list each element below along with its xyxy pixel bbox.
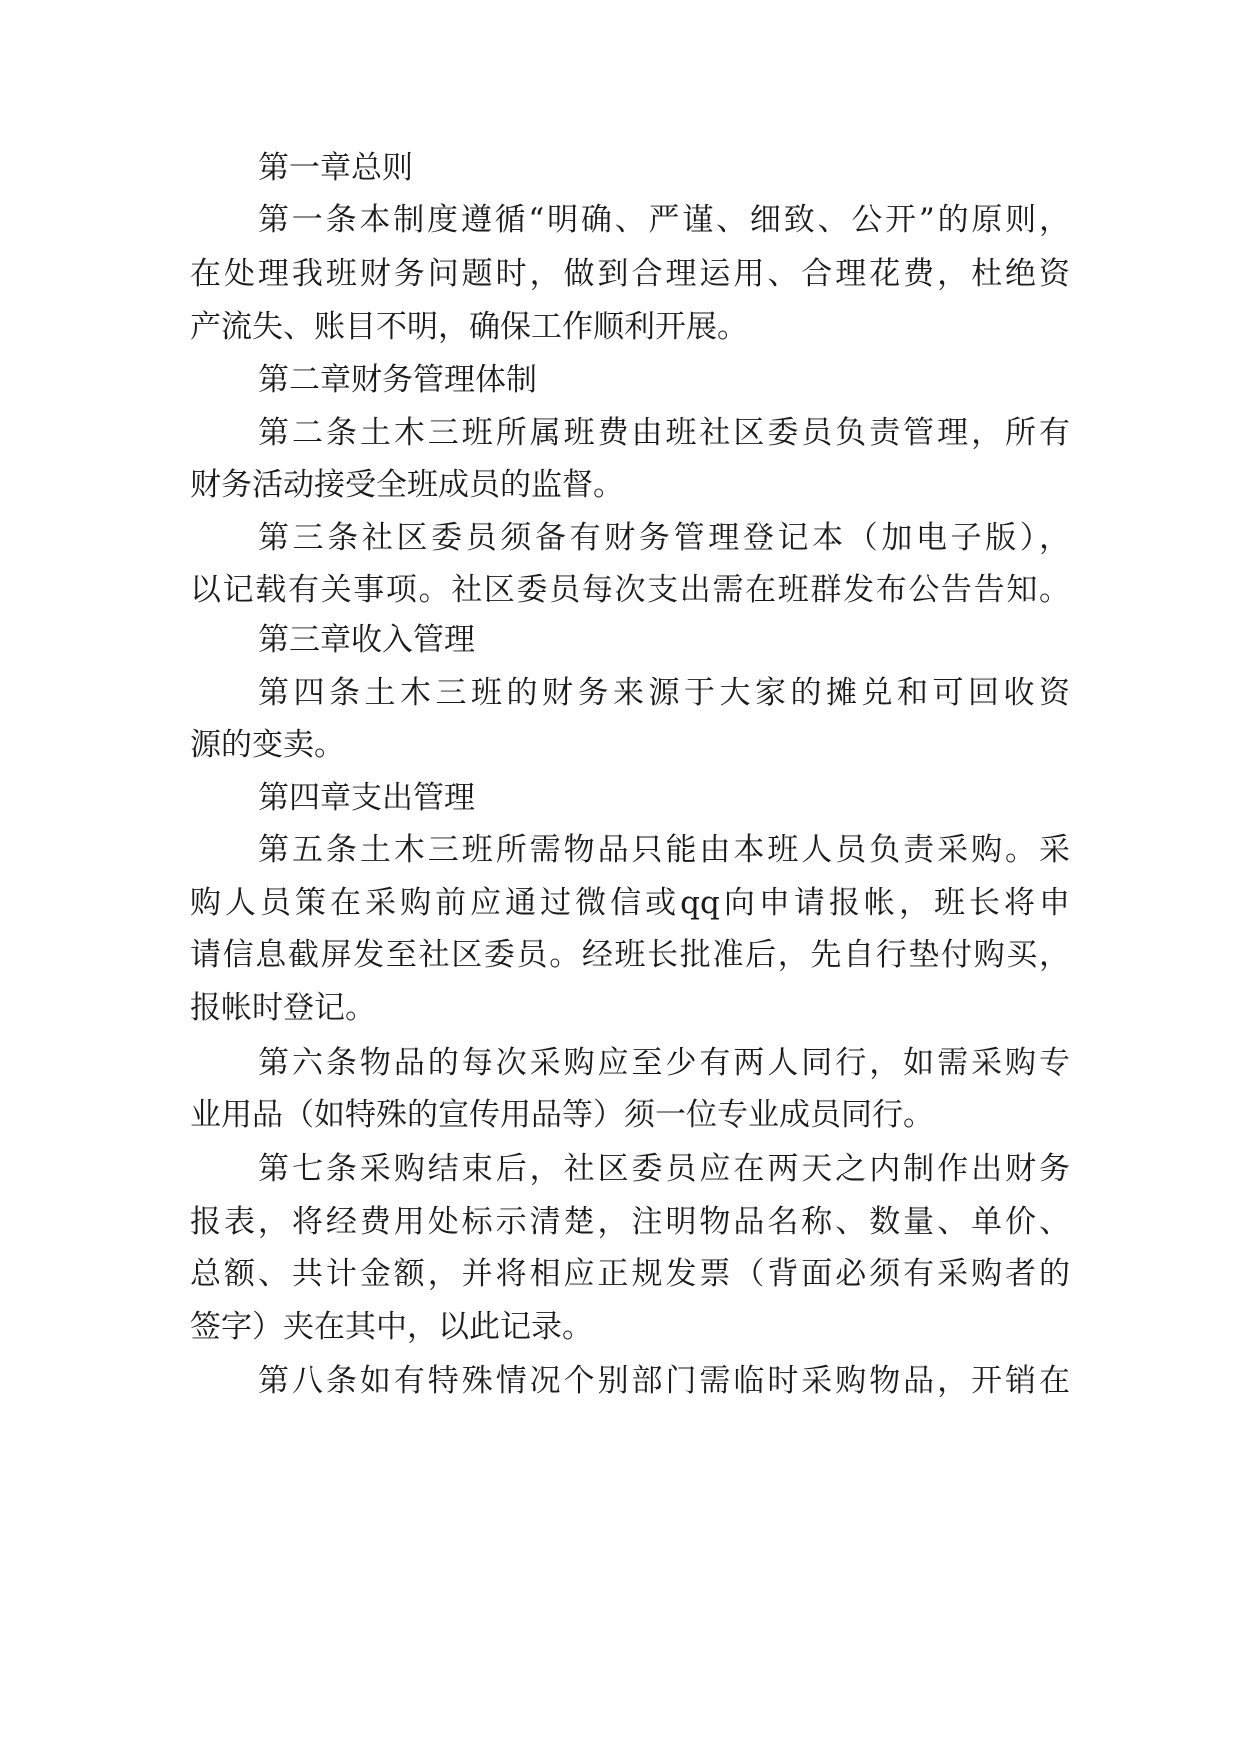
article-7-line-1: 第七条采购结束后，社区委员应在两天之内制作出财务 <box>258 1151 1070 1187</box>
chapter-1-heading: 第一章总则 <box>258 150 413 186</box>
article-5-line-1: 第五条土木三班所需物品只能由本班人员负责采购。采 <box>258 832 1070 868</box>
chapter-3-heading: 第三章收入管理 <box>258 622 475 658</box>
article-2-line-2: 财务活动接受全班成员的监督。 <box>190 467 624 503</box>
article-1-line-1: 第一条本制度遵循“明确、严谨、细致、公开”的原则， <box>258 202 1070 238</box>
article-5-line-2: 购人员策在采购前应通过微信或qq向申请报帐，班长将申 <box>190 885 1070 921</box>
article-1-line-2: 在处理我班财务问题时，做到合理运用、合理花费，杜绝资 <box>190 256 1070 292</box>
article-4-line-1: 第四条土木三班的财务来源于大家的摊兑和可回收资 <box>258 675 1070 711</box>
chapter-2-heading: 第二章财务管理体制 <box>258 362 537 398</box>
article-6-line-1: 第六条物品的每次采购应至少有两人同行，如需采购专 <box>258 1045 1070 1081</box>
article-4-line-2: 源的变卖。 <box>190 727 345 763</box>
article-3-line-2: 以记载有关事项。社区委员每次支出需在班群发布公告告知。 <box>190 572 1070 608</box>
article-7-line-2: 报表，将经费用处标示清楚，注明物品名称、数量、单价、 <box>190 1204 1070 1240</box>
article-7-line-4: 签字）夹在其中，以此记录。 <box>190 1309 593 1345</box>
chapter-4-heading: 第四章支出管理 <box>258 780 475 816</box>
article-2-line-1: 第二条土木三班所属班费由班社区委员负责管理，所有 <box>258 415 1070 451</box>
article-8-line-1: 第八条如有特殊情况个别部门需临时采购物品，开销在 <box>258 1363 1070 1399</box>
article-3-line-1: 第三条社区委员须备有财务管理登记本（加电子版）， <box>258 520 1070 556</box>
article-5-line-3: 请信息截屏发至社区委员。经班长批准后，先自行垫付购买， <box>190 937 1070 973</box>
article-5-line-4: 报帐时登记。 <box>190 990 376 1026</box>
article-7-line-3: 总额、共计金额，并将相应正规发票（背面必须有采购者的 <box>190 1256 1070 1292</box>
article-1-line-3: 产流失、账目不明，确保工作顺利开展。 <box>190 309 748 345</box>
article-6-line-2: 业用品（如特殊的宣传用品等）须一位专业成员同行。 <box>190 1097 934 1133</box>
